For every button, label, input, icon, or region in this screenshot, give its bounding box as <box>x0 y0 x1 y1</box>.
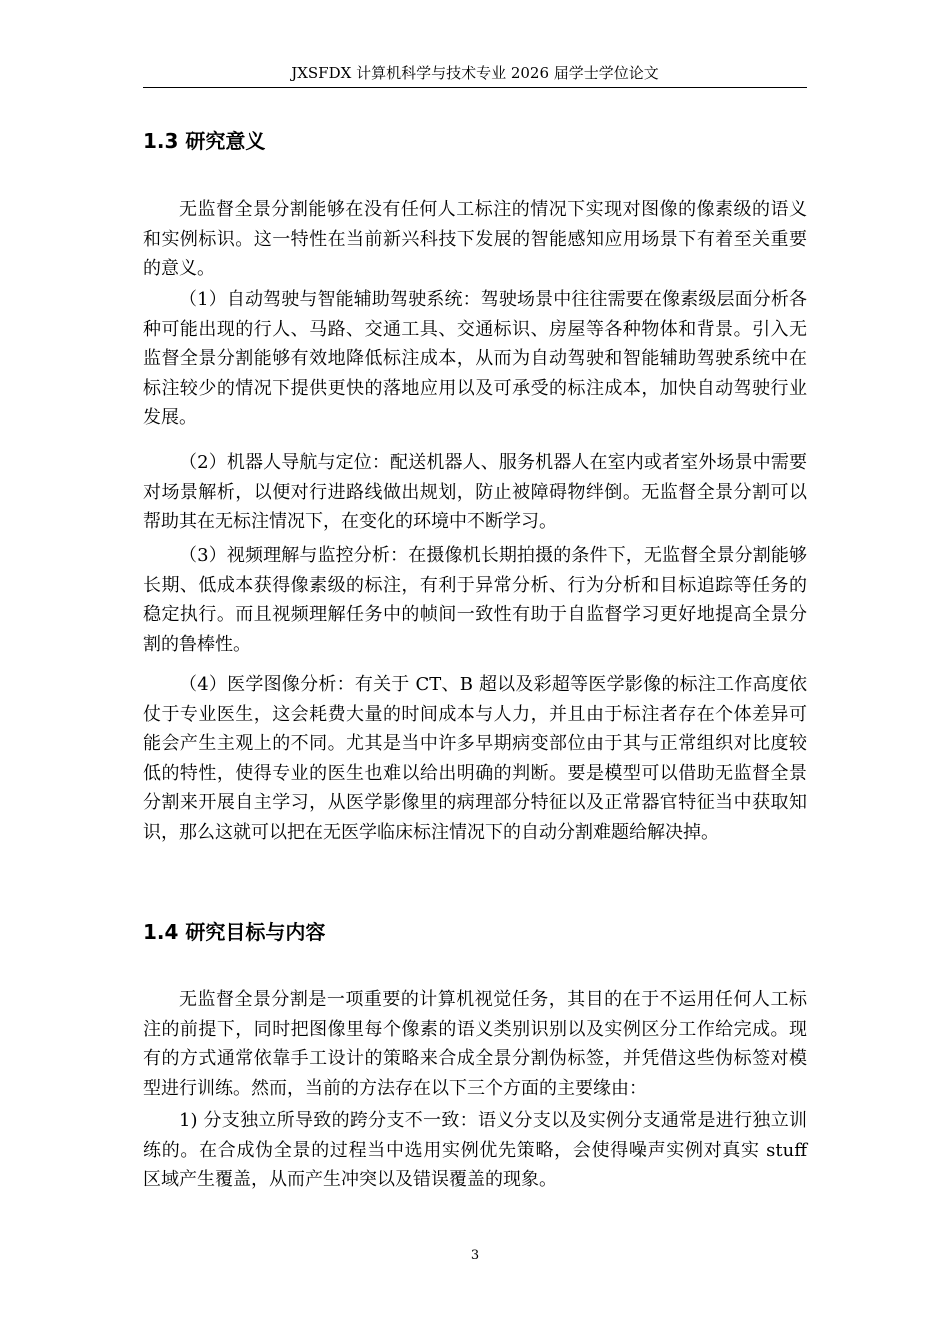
paragraph-goals-intro: 无监督全景分割是一项重要的计算机视觉任务，其目的在于不运用任何人工标注的前提下，同时把图像里每个像素的语义类别识别以及实例区分工作给完成。现有的方式通常依靠手工设计的策略来合成全景分割伪标签，并凭借这些伪标签对模型进行训练。然而，当前的方法存在以下三个方面的主要缘由： <box>143 989 807 1099</box>
paragraph-autonomous-driving: （1）自动驾驶与智能辅助驾驶系统：驾驶场景中往往需要在像素级层面分析各种可能出现的行人、马路、交通工具、交通标识、房屋等各种物体和背景。引入无监督全景分割能够有效地降低标注成本，从而为自动驾驶和智能辅助驾驶系统中在标注较少的情况下提供更快的落地应用以及可承受的标注成本，加快自动驾驶行业发展。 <box>143 289 807 429</box>
paragraph-cross-branch-issue: 1) 分支独立所导致的跨分支不一致：语义分支以及实例分支通常是进行独立训练的。在合成伪全景的过程当中选用实例优先策略，会使得噪声实例对真实 stuff 区域产生覆盖，从而产生冲突以及错误覆盖的现象。 <box>143 1110 807 1191</box>
paragraph-robot-navigation: （2）机器人导航与定位：配送机器人、服务机器人在室内或者室外场景中需要对场景解析，以便对行进路线做出规划，防止被障碍物绊倒。无监督全景分割可以帮助其在无标注情况下，在变化的环境中不断学习。 <box>143 452 807 533</box>
section-heading-1-3: 1.3 研究意义 <box>143 129 266 153</box>
paragraph-medical-imaging: （4）医学图像分析：有关于 CT、B 超以及彩超等医学影像的标注工作高度依仗于专业医生，这会耗费大量的时间成本与人力，并且由于标注者存在个体差异可能会产生主观上的不同。尤其是当中许多早期病变部位由于其与正常组织对比度较低的特性，使得专业的医生也难以给出明确的判断。要是模型可以借助无监督全景分割来开展自主学习，从医学影像里的病理部分特征以及正常器官特征当中获取知识，那么这就可以把在无医学临床标注情况下的自动分割难题给解决掉。 <box>143 674 807 843</box>
paragraph-video-understanding: （3）视频理解与监控分析：在摄像机长期拍摄的条件下，无监督全景分割能够长期、低成本获得像素级的标注，有利于异常分析、行为分析和目标追踪等任务的稳定执行。而且视频理解任务中的帧间一致性有助于自监督学习更好地提高全景分割的鲁棒性。 <box>143 545 807 655</box>
paragraph-significance-intro: 无监督全景分割能够在没有任何人工标注的情况下实现对图像的像素级的语义和实例标识。这一特性在当前新兴科技下发展的智能感知应用场景下有着至关重要的意义。 <box>143 199 807 280</box>
section-heading-1-4: 1.4 研究目标与内容 <box>143 920 326 944</box>
page-header: JXSFDX 计算机科学与技术专业 2026 届学士学位论文 <box>143 62 807 88</box>
page-number: 3 <box>470 1248 480 1263</box>
